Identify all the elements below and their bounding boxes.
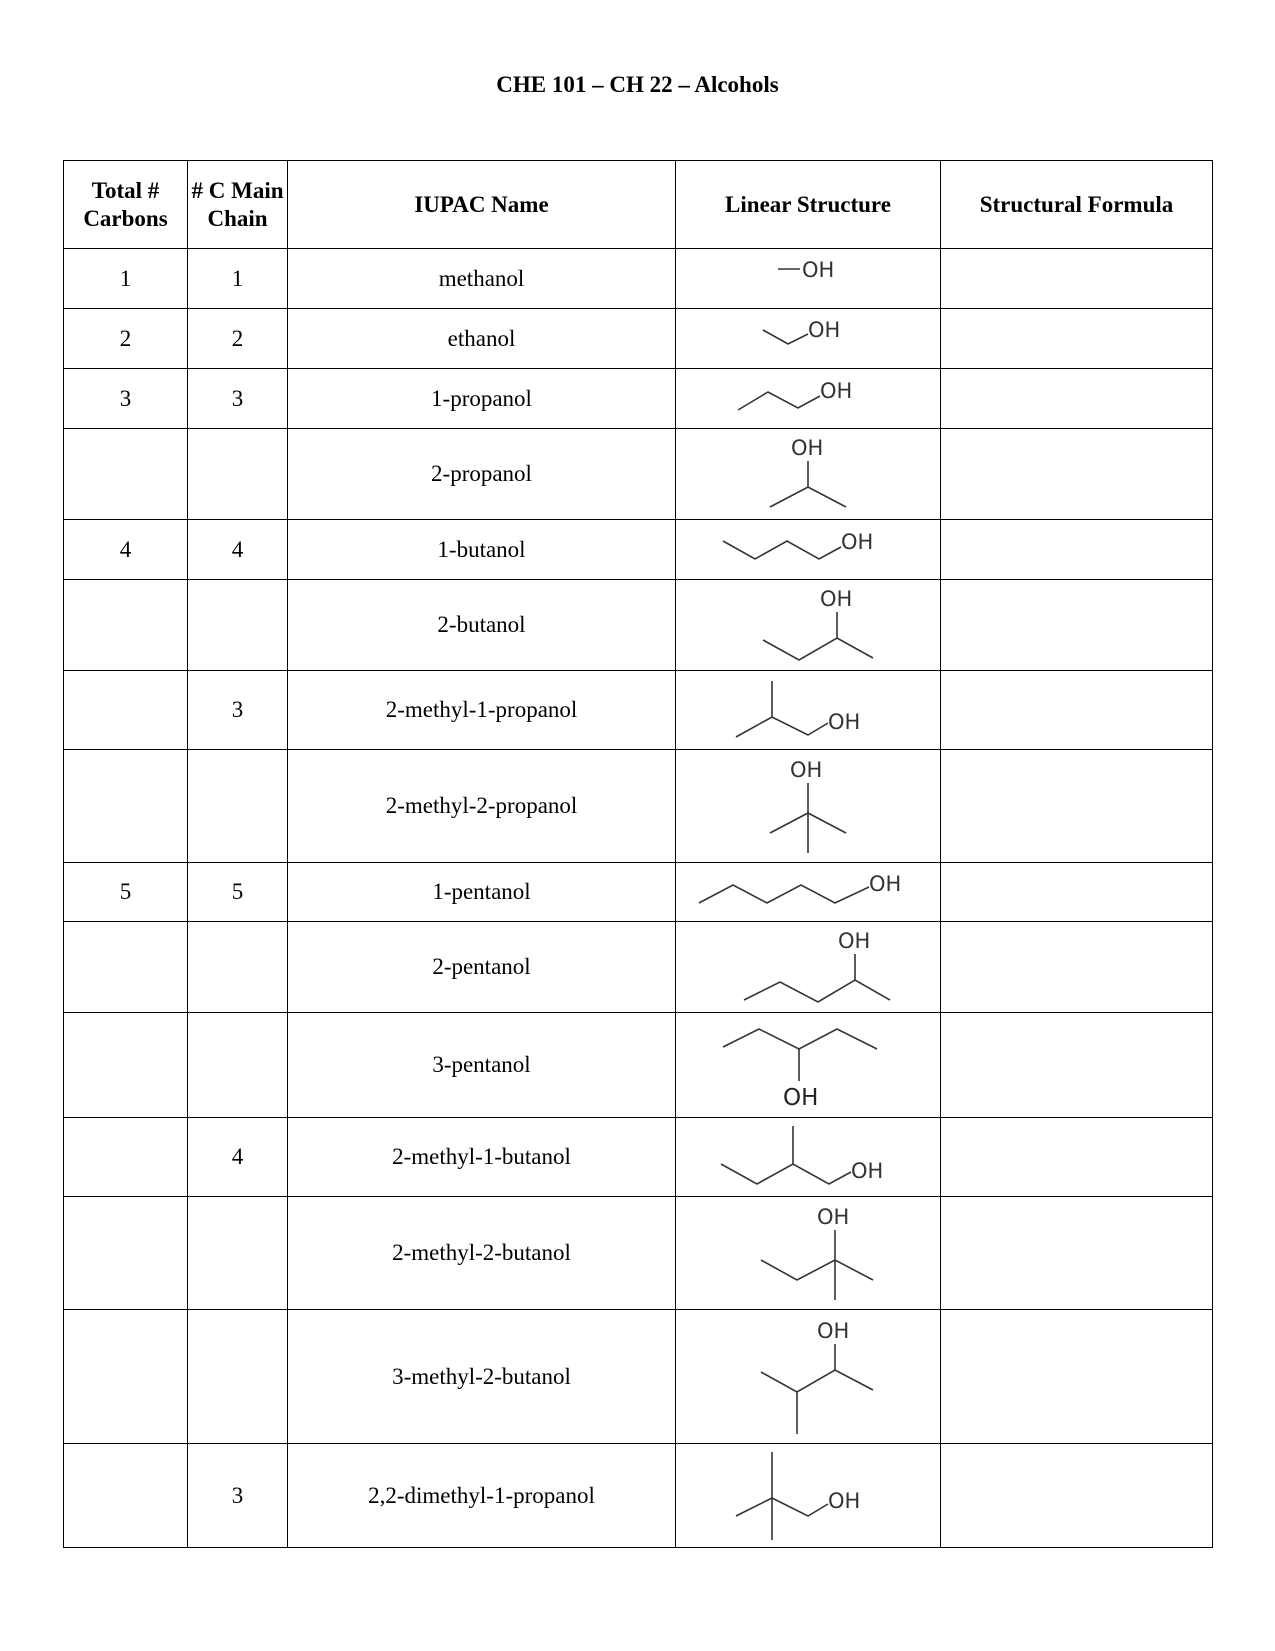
1-pentanol-structure — [693, 865, 923, 919]
methanol-structure — [748, 252, 868, 306]
main-chain-cell — [188, 1013, 288, 1118]
iupac-name-cell: 2-butanol — [288, 580, 676, 671]
hydroxyl-label: OH — [851, 1159, 884, 1183]
hydroxyl-label: OH — [790, 758, 823, 782]
header-iupac-name: IUPAC Name — [288, 161, 676, 249]
total-carbons-cell — [64, 1310, 188, 1444]
total-carbons-cell — [64, 1118, 188, 1197]
2-pentanol-structure — [718, 924, 898, 1010]
alcohols-table — [63, 160, 1213, 1548]
structural-formula-cell[interactable] — [941, 1118, 1213, 1197]
2-propanol-structure — [748, 431, 868, 517]
linear-structure-cell — [676, 580, 941, 671]
table-row — [64, 1013, 1213, 1118]
structural-formula-cell[interactable] — [941, 249, 1213, 309]
table-row — [64, 309, 1213, 369]
2-methyl-2-butanol-structure — [733, 1200, 883, 1306]
iupac-name-cell: 2-propanol — [288, 429, 676, 520]
total-carbons-cell: 1 — [64, 249, 188, 309]
main-chain-cell — [188, 1197, 288, 1310]
structural-formula-cell[interactable] — [941, 369, 1213, 429]
main-chain-cell — [188, 580, 288, 671]
hydroxyl-label: OH — [791, 436, 824, 460]
main-chain-cell — [188, 922, 288, 1013]
iupac-name-cell: 2-methyl-2-propanol — [288, 750, 676, 863]
structural-formula-cell[interactable] — [941, 863, 1213, 922]
linear-structure-cell — [676, 429, 941, 520]
2-butanol-structure — [733, 582, 883, 668]
structural-formula-cell[interactable] — [941, 309, 1213, 369]
main-chain-cell: 3 — [188, 369, 288, 429]
iupac-name-cell: 2-methyl-2-butanol — [288, 1197, 676, 1310]
main-chain-cell — [188, 429, 288, 520]
linear-structure-cell — [676, 922, 941, 1013]
iupac-name-cell: ethanol — [288, 309, 676, 369]
main-chain-cell: 2 — [188, 309, 288, 369]
table-row — [64, 1197, 1213, 1310]
structural-formula-cell[interactable] — [941, 580, 1213, 671]
linear-structure-cell — [676, 1197, 941, 1310]
total-carbons-cell — [64, 1013, 188, 1118]
main-chain-cell: 3 — [188, 1444, 288, 1548]
iupac-name-cell: 1-pentanol — [288, 863, 676, 922]
main-chain-cell: 3 — [188, 671, 288, 750]
hydroxyl-label: OH — [828, 710, 861, 734]
3-methyl-2-butanol-structure — [733, 1314, 883, 1440]
structural-formula-cell[interactable] — [941, 750, 1213, 863]
table-row — [64, 1310, 1213, 1444]
page-title: CHE 101 – CH 22 – Alcohols — [496, 72, 779, 97]
main-chain-cell: 4 — [188, 520, 288, 580]
table-row — [64, 1444, 1213, 1548]
hydroxyl-label: OH — [820, 378, 853, 403]
main-chain-cell — [188, 750, 288, 863]
ethanol-structure — [738, 312, 878, 366]
iupac-name-cell: 2-methyl-1-butanol — [288, 1118, 676, 1197]
total-carbons-cell: 5 — [64, 863, 188, 922]
header-total-carbons: Total # Carbons — [64, 161, 188, 249]
total-carbons-cell — [64, 1197, 188, 1310]
linear-structure-cell — [676, 1118, 941, 1197]
3-pentanol-structure — [713, 1015, 903, 1115]
table-row — [64, 580, 1213, 671]
linear-structure-cell — [676, 1444, 941, 1548]
structural-formula-cell[interactable] — [941, 1444, 1213, 1548]
total-carbons-cell — [64, 922, 188, 1013]
total-carbons-cell — [64, 429, 188, 520]
main-chain-cell: 4 — [188, 1118, 288, 1197]
structural-formula-cell[interactable] — [941, 429, 1213, 520]
table-row — [64, 369, 1213, 429]
total-carbons-cell: 3 — [64, 369, 188, 429]
hydroxyl-label: OH — [783, 1085, 819, 1111]
structural-formula-cell[interactable] — [941, 671, 1213, 750]
hydroxyl-label: OH — [808, 317, 841, 342]
iupac-name-cell: 2-methyl-1-propanol — [288, 671, 676, 750]
main-chain-cell: 5 — [188, 863, 288, 922]
table-row — [64, 429, 1213, 520]
main-chain-cell: 1 — [188, 249, 288, 309]
total-carbons-cell — [64, 1444, 188, 1548]
linear-structure-cell — [676, 1013, 941, 1118]
linear-structure-cell — [676, 1310, 941, 1444]
total-carbons-cell: 4 — [64, 520, 188, 580]
total-carbons-cell — [64, 750, 188, 863]
table-row — [64, 671, 1213, 750]
iupac-name-cell: 1-butanol — [288, 520, 676, 580]
linear-structure-cell — [676, 671, 941, 750]
hydroxyl-label: OH — [802, 257, 835, 282]
structural-formula-cell[interactable] — [941, 520, 1213, 580]
hydroxyl-label: OH — [869, 872, 902, 896]
structural-formula-cell[interactable] — [941, 1197, 1213, 1310]
linear-structure-cell — [676, 863, 941, 922]
table-row — [64, 922, 1213, 1013]
2,2-dimethyl-1-propanol-structure — [728, 1448, 888, 1544]
iupac-name-cell: 3-pentanol — [288, 1013, 676, 1118]
total-carbons-cell — [64, 580, 188, 671]
iupac-name-cell: 1-propanol — [288, 369, 676, 429]
linear-structure-cell — [676, 369, 941, 429]
hydroxyl-label: OH — [817, 1318, 850, 1343]
iupac-name-cell: methanol — [288, 249, 676, 309]
iupac-name-cell: 2-pentanol — [288, 922, 676, 1013]
iupac-name-cell: 3-methyl-2-butanol — [288, 1310, 676, 1444]
hydroxyl-label: OH — [841, 529, 874, 554]
2-methyl-1-butanol-structure — [713, 1120, 903, 1194]
table-row — [64, 863, 1213, 922]
total-carbons-cell: 2 — [64, 309, 188, 369]
header-structural-formula: Structural Formula — [941, 161, 1213, 249]
structural-formula-cell[interactable] — [941, 1310, 1213, 1444]
hydroxyl-label: OH — [838, 929, 871, 953]
hydroxyl-label: OH — [820, 587, 853, 611]
main-chain-cell — [188, 1310, 288, 1444]
hydroxyl-label: OH — [817, 1205, 850, 1229]
table-row — [64, 1118, 1213, 1197]
table-row — [64, 249, 1213, 309]
1-propanol-structure — [728, 372, 888, 426]
structural-formula-cell[interactable] — [941, 922, 1213, 1013]
table-row — [64, 750, 1213, 863]
hydroxyl-label: OH — [828, 1488, 861, 1513]
linear-structure-cell — [676, 309, 941, 369]
total-carbons-cell — [64, 671, 188, 750]
table-row — [64, 520, 1213, 580]
header-linear-structure: Linear Structure — [676, 161, 941, 249]
2-methyl-2-propanol-structure — [748, 753, 868, 859]
1-butanol-structure — [713, 523, 903, 577]
header-main-chain: # C Main Chain — [188, 161, 288, 249]
linear-structure-cell — [676, 750, 941, 863]
iupac-name-cell: 2,2-dimethyl-1-propanol — [288, 1444, 676, 1548]
structural-formula-cell[interactable] — [941, 1013, 1213, 1118]
2-methyl-1-propanol-structure — [728, 673, 888, 747]
linear-structure-cell — [676, 249, 941, 309]
linear-structure-cell — [676, 520, 941, 580]
